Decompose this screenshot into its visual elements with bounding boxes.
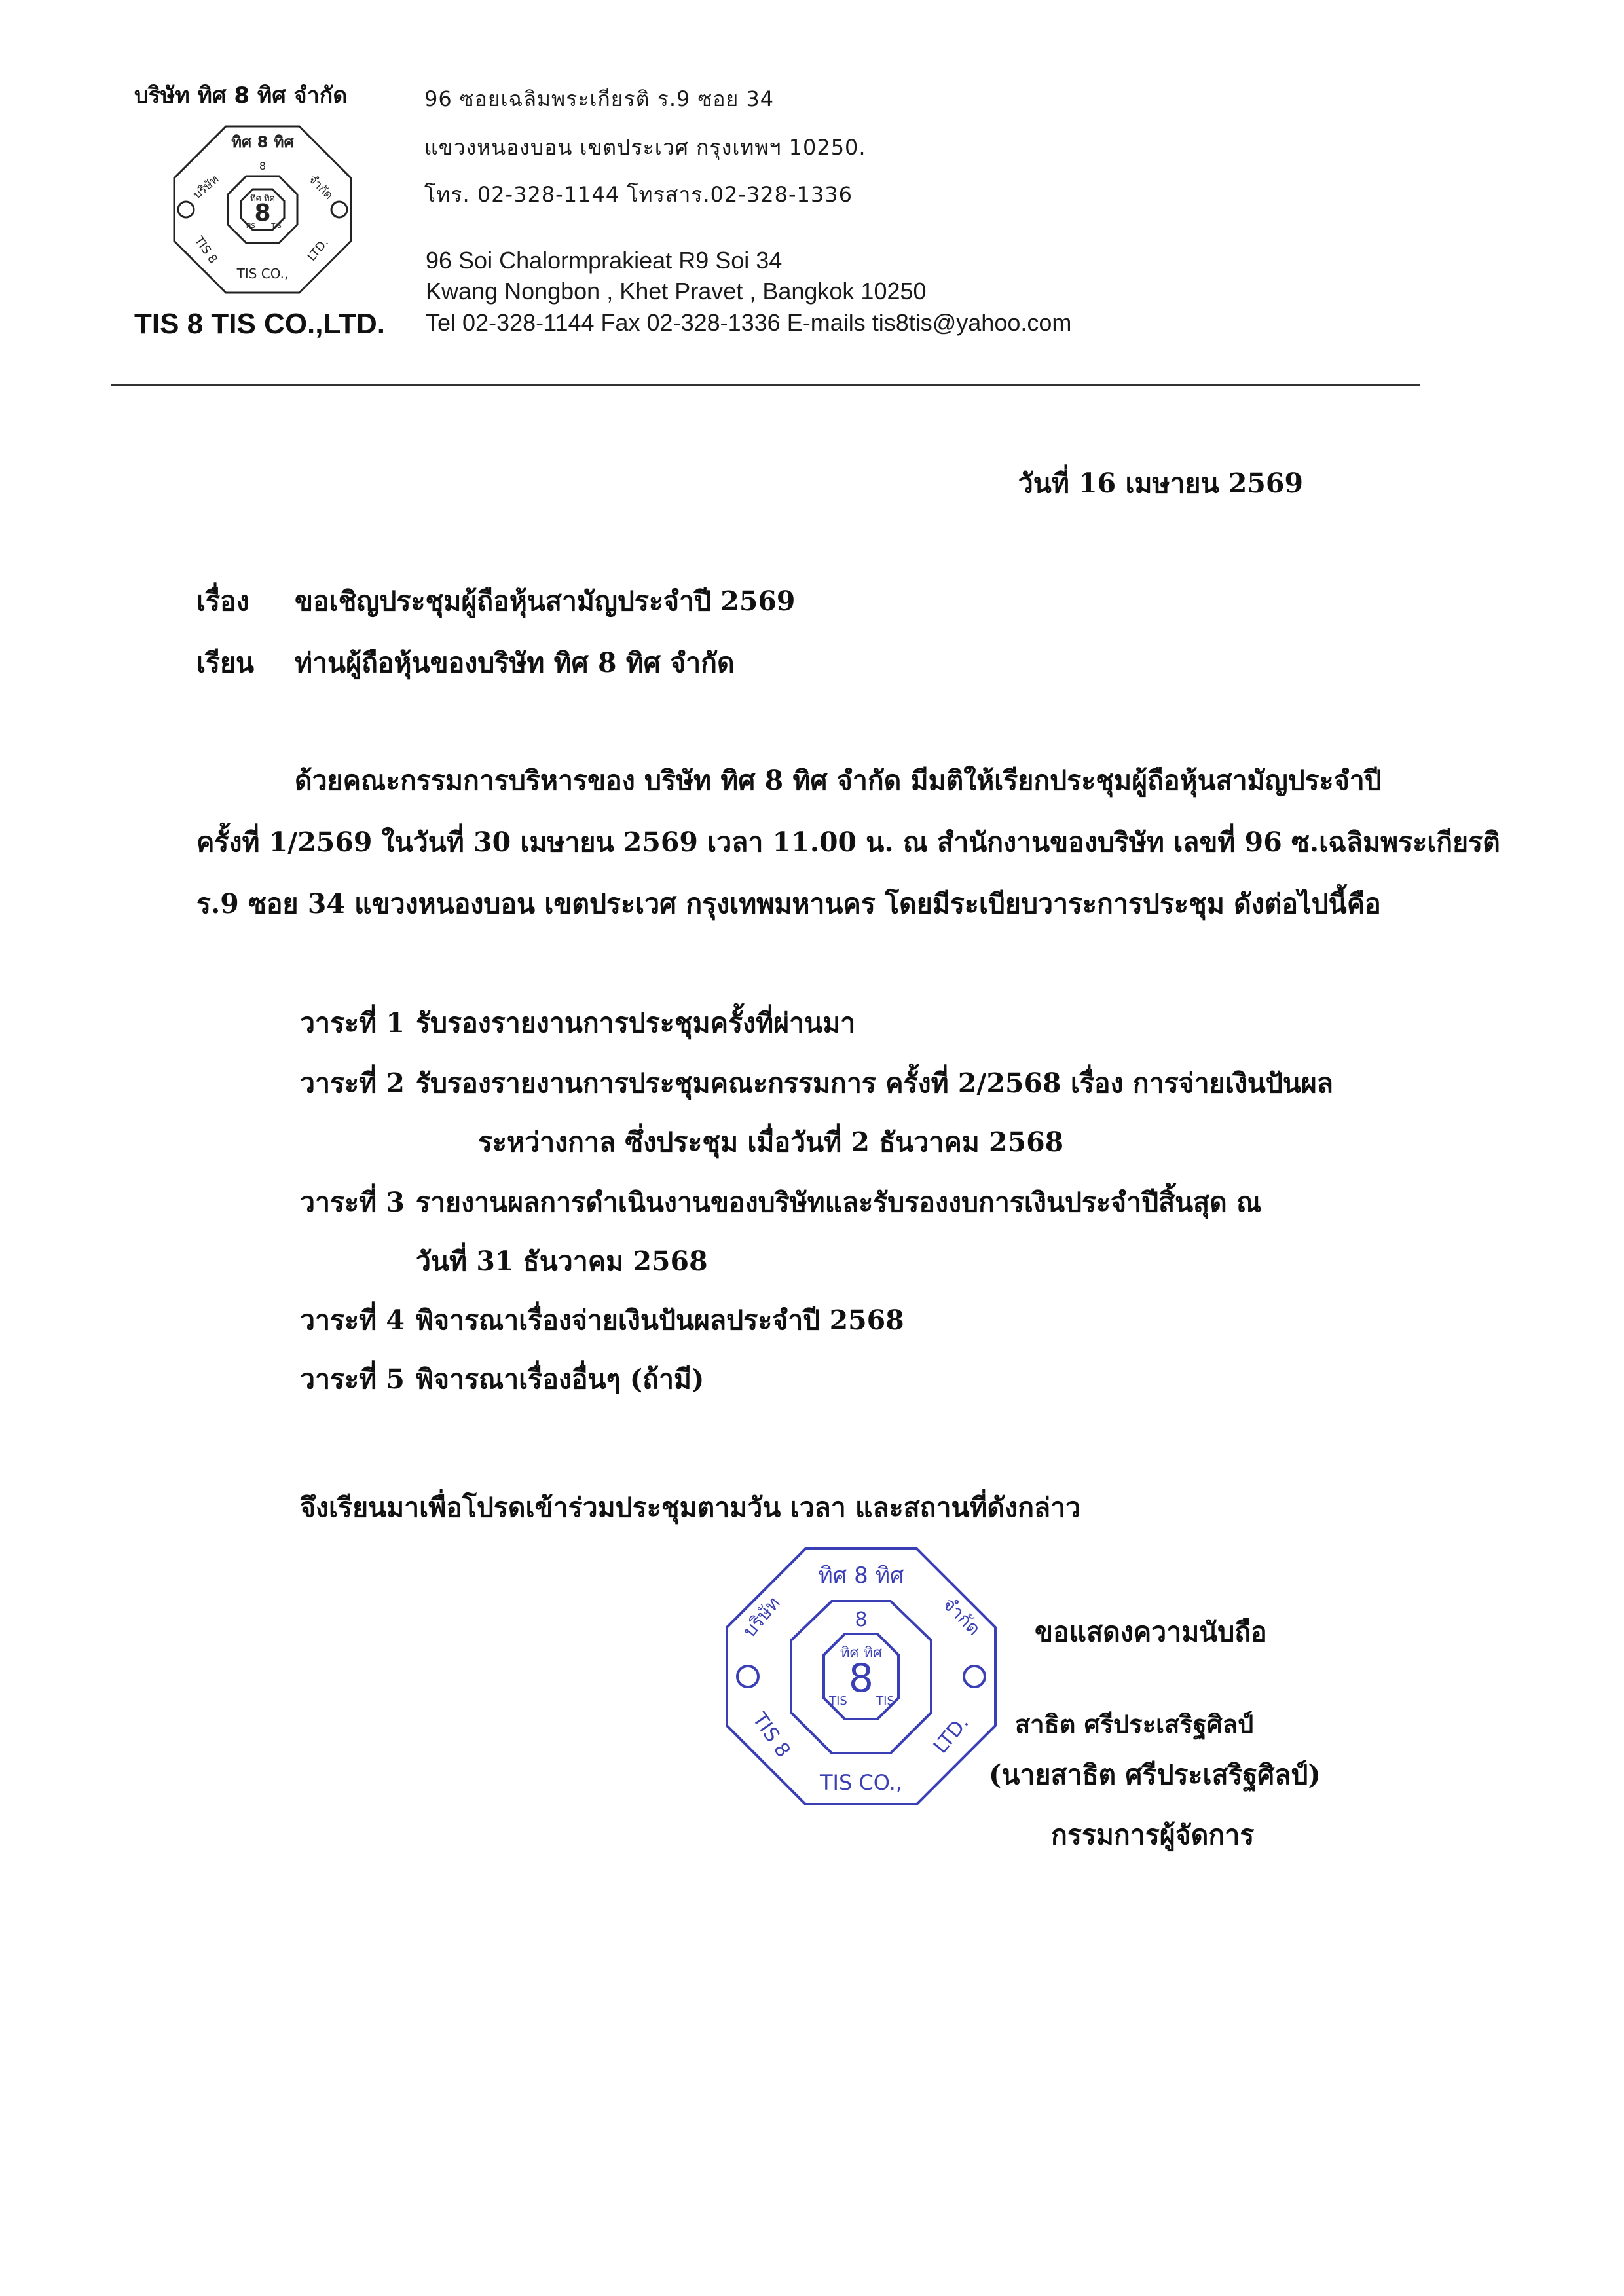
- stamp-ring-bottom-right: LTD.: [929, 1711, 974, 1758]
- letter-date: วันที่ 16 เมษายน 2569: [1018, 468, 1303, 499]
- logo-center-th: ทิศ ทิศ: [250, 194, 275, 204]
- stamp-center-en-right: TIS: [876, 1694, 895, 1708]
- address-en-line-1: 96 Soi Chalormprakieat R9 Soi 34: [426, 247, 783, 274]
- agenda-key-3: วาระที่ 3: [300, 1187, 405, 1218]
- paragraph-line-1: ด้วยคณะกรรมการบริหารของ บริษัท ทิศ 8 ทิศ จำกัด มีมติให้เรียกประชุมผู้ถือหุ้นสามัญประจำปี: [295, 765, 1382, 796]
- closing-sentence: จึงเรียนมาเพื่อโปรดเข้าร่วมประชุมตามวัน เวลา และสถานที่ดังกล่าว: [300, 1492, 1081, 1523]
- address-th-line-2: แขวงหนองบอน เขตประเวศ กรุงเทพฯ 10250.: [424, 135, 866, 160]
- agenda-text-5: พิจารณาเรื่องอื่นๆ (ถ้ามี): [416, 1363, 705, 1395]
- stamp-right-circle: [964, 1666, 985, 1687]
- logo-ring-right: จำกัด: [306, 172, 336, 202]
- agenda-cont-3: วันที่ 31 ธันวาคม 2568: [416, 1246, 708, 1277]
- agenda-text-4: พิจารณาเรื่องจ่ายเงินปันผลประจำปี 2568: [416, 1305, 904, 1336]
- stamp-center-th: ทิศ ทิศ: [840, 1645, 882, 1661]
- logo-center-en-left: TIS: [245, 223, 255, 230]
- letterhead-company-th: บริษัท ทิศ 8 ทิศ จำกัด: [134, 83, 348, 109]
- phone-th: โทร. 02-328-1144 โทรสาร.02-328-1336: [424, 182, 853, 207]
- stamp-center-en-left: TIS: [829, 1694, 847, 1708]
- agenda-cont-2: ระหว่างกาล ซึ่งประชุม เมื่อวันที่ 2 ธันวาคม 2568: [478, 1126, 1064, 1158]
- regards: ขอแสดงความนับถือ: [1035, 1616, 1267, 1648]
- logo-ring-bottom: TIS CO.,: [236, 266, 289, 282]
- address-th-line-1: 96 ซอยเฉลิมพระเกียรติ ร.9 ซอย 34: [424, 86, 775, 111]
- signer-name: (นายสาธิต ศรีประเสริฐศิลป์): [989, 1759, 1321, 1790]
- logo-ring-top: ทิศ 8 ทิศ: [231, 133, 294, 151]
- agenda-key-1: วาระที่ 1: [300, 1007, 405, 1039]
- phone-en: Tel 02-328-1144 Fax 02-328-1336 E-mails tis8tis@yahoo.com: [426, 309, 1072, 336]
- subject-text: ขอเชิญประชุมผู้ถือหุ้นสามัญประจำปี 2569: [295, 585, 796, 617]
- signer-title: กรรมการผู้จัดการ: [1051, 1819, 1255, 1851]
- stamp-ring-bottom-left: TIS 8: [747, 1708, 795, 1762]
- subject-label: เรื่อง: [196, 585, 249, 617]
- agenda-text-2: รับรองรายงานการประชุมคณะกรรมการ ครั้งที่ 2/2568 เรื่อง การจ่ายเงินปันผล: [416, 1067, 1333, 1099]
- logo-center-number: 8: [254, 200, 271, 227]
- agenda-key-4: วาระที่ 4: [300, 1305, 405, 1336]
- paragraph-line-2: ครั้งที่ 1/2569 ในวันที่ 30 เมษายน 2569 เวลา 11.00 น. ณ สำนักงานของบริษัท เลขที่ 96 ซ.เฉลิมพระเกียรติ: [196, 826, 1500, 858]
- paragraph-line-3: ร.9 ซอย 34 แขวงหนองบอน เขตประเวศ กรุงเทพมหานคร โดยมีระเบียบวาระการประชุม ดังต่อไปนี้คือ: [196, 888, 1381, 919]
- stamp-ring-bottom: TIS CO.,: [819, 1770, 903, 1795]
- signature: สาธิต ศรีประเสริฐศิลป์: [1015, 1710, 1254, 1739]
- stamp-center-number: 8: [848, 1656, 874, 1701]
- stamp-left-circle: [737, 1666, 758, 1687]
- agenda-text-3: รายงานผลการดำเนินงานของบริษัทและรับรองงบการเงินประจำปีสิ้นสุด ณ: [416, 1187, 1262, 1218]
- letterhead-divider: [111, 384, 1420, 386]
- address-en-line-2: Kwang Nongbon , Khet Pravet , Bangkok 10250: [426, 278, 927, 305]
- to-label: เรียน: [196, 647, 255, 678]
- letterhead-company-en: TIS 8 TIS CO.,LTD.: [134, 308, 385, 340]
- logo-right-circle: [331, 202, 347, 217]
- logo-center-en-right: TIS: [271, 223, 282, 230]
- logo-left-circle: [178, 202, 194, 217]
- logo-ring-bottom-left: TIS 8: [192, 234, 220, 267]
- company-stamp: [720, 1542, 1002, 1811]
- company-logo: [169, 121, 356, 298]
- logo-ring-bottom-right: LTD.: [304, 236, 332, 264]
- logo-ring-left: บริษัท: [190, 172, 222, 202]
- stamp-segment-number: 8: [855, 1608, 868, 1631]
- stamp-ring-left: บริษัท: [738, 1592, 784, 1642]
- logo-segment-number: 8: [259, 160, 267, 172]
- stamp-ring-right: จำกัด: [938, 1593, 986, 1640]
- agenda-key-5: วาระที่ 5: [300, 1363, 405, 1395]
- stamp-ring-top: ทิศ 8 ทิศ: [818, 1563, 904, 1589]
- to-text: ท่านผู้ถือหุ้นของบริษัท ทิศ 8 ทิศ จำกัด: [295, 647, 735, 678]
- agenda-text-1: รับรองรายงานการประชุมครั้งที่ผ่านมา: [416, 1007, 856, 1039]
- agenda-key-2: วาระที่ 2: [300, 1067, 405, 1099]
